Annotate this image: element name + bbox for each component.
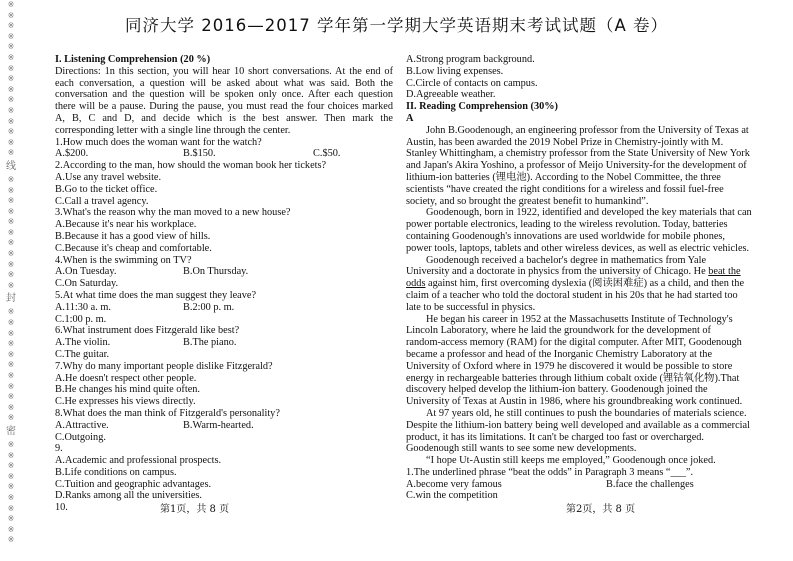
paragraph-2 [406, 207, 752, 254]
margin-mark: ※ [7, 127, 15, 137]
option: C.Outgoing. [55, 431, 106, 443]
option: B.$150. [183, 148, 216, 160]
listening-questions [55, 137, 393, 515]
reading-question-1: 1.The underlined phrase “beat the odds” in Paragraph 3 means “___”. [406, 466, 694, 478]
text-line: discovery helped develop the lithium-ion battery. Goodenough joined the [406, 384, 708, 396]
question-item [55, 361, 393, 408]
question-text: 2.According to the man, how should the woman book her tickets? [55, 160, 327, 172]
underlined-phrase: odds [406, 278, 426, 290]
option: A.Because it's near his workplace. [55, 219, 197, 231]
margin-mark: ※ [7, 42, 15, 52]
margin-mark: ※ [7, 328, 15, 338]
margin-mark: ※ [7, 116, 15, 126]
option: C.Because it's cheap and comfortable. [55, 242, 212, 254]
option: A.11:30 a. m. [55, 301, 111, 313]
question-text: 9. [55, 443, 63, 455]
margin-mark: ※ [7, 63, 15, 73]
text-line: power tools, laptops, tablets and other wireless devices, as well as electric vehicles. [406, 242, 750, 254]
inline-options [55, 148, 393, 160]
margin-mark: ※ [7, 206, 15, 216]
option: B.He changes his mind quite often. [55, 384, 200, 396]
margin-mark: ※ [7, 482, 15, 492]
inline-options [55, 302, 393, 314]
option: A.$200. [55, 148, 89, 160]
question-item [55, 408, 393, 443]
text-line: against him, first overcoming dyslexia (阅读困难症) as a child, and then the [425, 278, 745, 290]
option: C.$50. [313, 148, 341, 160]
margin-mark: ※ [7, 238, 15, 248]
section-title-listening: I. Listening Comprehension (20 %) [55, 54, 211, 65]
margin-mark: ※ [7, 84, 15, 94]
margin-mark: ※ [7, 249, 15, 259]
option: A.The violin. [55, 337, 111, 349]
paragraph-3 [406, 254, 745, 314]
option: B.2:00 p. m. [183, 301, 235, 313]
margin-mark: ※ [7, 74, 15, 84]
option: D.Agreeable weather. [406, 89, 496, 101]
text-line: and Japan's Akira Yoshino, a professor of Meijo University-for the development of [406, 160, 747, 172]
question-text: 4.When is the swimming on TV? [55, 254, 192, 266]
margin-mark: ※ [7, 148, 15, 158]
inline-options [55, 337, 393, 349]
option: A.Attractive. [55, 419, 109, 431]
exam-title: 同济大学 2016—2017 学年第一学期大学英语期末考试试题（A 卷） [124, 16, 668, 35]
margin-mark: ※ [7, 524, 15, 534]
option: B.Because it has a good view of hills. [55, 230, 211, 242]
margin-mark: ※ [7, 360, 15, 370]
margin-mark: ※ [7, 371, 15, 380]
inline-options [55, 420, 393, 432]
directions-line: there will be a pause. During the pause, you must read the four choices marked [55, 101, 393, 113]
option-c: C.win the competition [406, 490, 498, 502]
text-line: containing Goodenough's innovations are used worldwide for mobile phones, [406, 230, 725, 242]
question-text: 7.Why do many important people dislike Fitzgerald? [55, 360, 273, 372]
text-line: lithium-ion batteries (锂电池). According to the Nobel Committee, the three [406, 171, 721, 183]
inline-options [55, 266, 393, 278]
text-line: Lincoln Laboratory, where he laid the groundwork for the development of [406, 325, 711, 337]
question-item [55, 290, 393, 325]
text-line: University and a doctorate in physics from the university of Chicago. He [406, 266, 709, 278]
text-line: society, and so brought the greatest benefit to humankind”. [406, 195, 649, 207]
question-text: 5.At what time does the man suggest they leave? [55, 289, 257, 301]
text-line: random-access memory (RAM) for the digital computer. After MIT, Goodenough [406, 337, 742, 349]
margin-mark: ※ [7, 270, 15, 280]
directions-line: corresponding letter with a single line through the center. [55, 124, 291, 136]
margin-mark: ※ [7, 402, 15, 412]
margin-mark: ※ [7, 196, 15, 206]
option: B.Life conditions on campus. [55, 466, 177, 478]
margin-mark: ※ [7, 227, 15, 237]
page-1-column [55, 54, 393, 514]
paragraph-5 [406, 407, 750, 455]
margin-mark: ※ [7, 137, 15, 147]
margin-mark: ※ [7, 185, 15, 195]
text-line: became a professor and head of the Inorganic Chemistry Laboratory at the [406, 348, 713, 360]
margin-mark: ※ [7, 535, 15, 545]
directions [55, 66, 393, 137]
margin-mark: ※ [7, 259, 15, 269]
margin-mark: ※ [7, 450, 15, 460]
text-line: power portable electronics, leading to the wireless revolution. Today, batteries [406, 219, 728, 231]
option: C.He expresses his views directly. [55, 396, 196, 408]
question-item [55, 443, 393, 502]
margin-mark: ※ [7, 471, 15, 481]
option: C.Call a travel agency. [55, 195, 149, 207]
binding-margin [4, 0, 18, 561]
margin-mark: ※ [7, 307, 15, 317]
text-line: University of Oxford where in 1979 he discovered it would be possible to store [406, 360, 733, 372]
question-text: 1.How much does the woman want for the watch? [55, 136, 262, 148]
text-line: claim of a teacher who told the doctoral student in his 20s that he had started too [406, 289, 738, 301]
text-line: Goodenough received a bachelor's degree in mathematics from Yale [426, 254, 707, 266]
text-line: Austin, has been awarded the 2019 Nobel Prize in Chemistry-jointly with M. [406, 136, 724, 148]
margin-char: 密 [6, 425, 16, 437]
margin-mark: ※ [7, 95, 15, 105]
margin-mark: ※ [7, 21, 15, 31]
directions-line: conversation and the question will be spoken only once. After each question [55, 89, 393, 101]
text-line: late to be successful in physics. [406, 301, 536, 313]
underlined-phrase: beat the [708, 266, 741, 278]
option: C.The guitar. [55, 348, 110, 360]
margin-mark: ※ [7, 392, 15, 402]
text-line: Goodenough still wants to see some new developments. [406, 443, 637, 455]
option: B.Low living expenses. [406, 65, 504, 77]
page-footer-1: 第1页，共 8 页 [160, 504, 230, 515]
margin-mark: ※ [7, 280, 15, 290]
text-line: Goodenough, born in 1922, identified and developed the key materials that can [426, 207, 752, 219]
option: B.On Thursday. [183, 266, 249, 278]
option: A.Use any travel website. [55, 171, 162, 183]
option: C.1:00 p. m. [55, 313, 107, 325]
option: B.Warm-hearted. [183, 419, 254, 431]
option: A.He doesn't respect other people. [55, 372, 197, 384]
passage-label: A [406, 112, 414, 124]
margin-mark: ※ [7, 461, 15, 471]
text-line: At 97 years old, he still continues to push the boundaries of materials science. [426, 407, 747, 419]
margin-mark: ※ [7, 503, 15, 513]
text-line: University of Texas at Austin in 1986, where his groundbreaking work continued. [406, 396, 743, 408]
margin-mark: ※ [7, 349, 15, 359]
margin-mark: ※ [7, 514, 15, 524]
margin-char: 封 [6, 293, 16, 305]
question-item [55, 255, 393, 290]
option: A.On Tuesday. [55, 266, 117, 278]
question-text: 8.What does the man think of Fitzgerald's personality? [55, 407, 280, 419]
margin-mark: ※ [7, 381, 15, 391]
question-text: 3.What's the reason why the man moved to a new house? [55, 207, 291, 219]
option-a: A.become very famous [406, 478, 502, 490]
question-item [55, 137, 393, 161]
margin-mark: ※ [7, 0, 15, 9]
margin-char: 线 [6, 160, 16, 172]
margin-mark: ※ [7, 339, 15, 349]
text-line: He began his career in 1952 at the Massachusetts Institute of Technology's [426, 313, 733, 325]
option: C.On Saturday. [55, 278, 119, 290]
text-line: Stanley Whittingham, a chemistry professor from the State University of New York [406, 148, 750, 160]
page-2-column [406, 54, 752, 502]
option: B.Go to the ticket office. [55, 183, 158, 195]
question-text: 10. [55, 502, 68, 514]
option: A.Strong program background. [406, 54, 535, 65]
option: A.Academic and professional prospects. [55, 455, 222, 467]
margin-mark: ※ [7, 174, 15, 184]
directions-line: each conversation, a question will be asked about what was said. Both the [55, 77, 393, 89]
text-line: scientists “have created the right conditions for a wireless and fossil fuel-free [406, 183, 724, 195]
margin-mark: ※ [7, 10, 15, 20]
directions-line: A, B, C and D, and decide which is the best answer. Then mark the [55, 112, 393, 124]
option: C.Circle of contacts on campus. [406, 77, 538, 89]
page-footer-2: 第2页，共 8 页 [566, 504, 636, 515]
section-title-reading: II. Reading Comprehension (30%) [406, 101, 558, 113]
option: B.The piano. [183, 337, 237, 349]
question-item [55, 207, 393, 254]
reading-options [406, 479, 742, 491]
text-line: product, it has its limitations. It can't be charged too fast or overcharged. [406, 431, 705, 443]
margin-mark: ※ [7, 439, 15, 449]
option: D.Ranks among all the universities. [55, 490, 202, 502]
option-b: B.face the challenges [606, 478, 694, 490]
text-line: John B.Goodenough, an engineering professor from the University of Texas at [426, 124, 749, 136]
question-item [55, 160, 393, 207]
margin-mark: ※ [7, 413, 15, 423]
text-line: Despite the lithium-ion battery being well developed and available as a commercial [406, 419, 750, 431]
paragraph-1 [406, 124, 750, 208]
option: C.Tuition and geographic advantages. [55, 478, 212, 490]
margin-mark: ※ [7, 318, 15, 328]
directions-line: Directions: 1n this section, you will hear 10 short conversations. At the end of [55, 65, 393, 77]
question-item [55, 325, 393, 360]
question-10-options [406, 54, 742, 101]
margin-mark: ※ [7, 52, 15, 62]
question-text: 6.What instrument does Fitzgerald like best? [55, 325, 240, 337]
text-line: energy in rechargeable batteries through lithium cobalt oxide (锂钴氧化物).That [406, 372, 740, 384]
margin-mark: ※ [7, 492, 15, 502]
margin-mark: ※ [7, 31, 15, 41]
paragraph-6: “I hope Ut-Austin still keeps me employed,” Goodenough once joked. [426, 455, 716, 467]
paragraph-4 [406, 314, 742, 408]
margin-mark: ※ [7, 217, 15, 227]
margin-mark: ※ [7, 105, 15, 115]
